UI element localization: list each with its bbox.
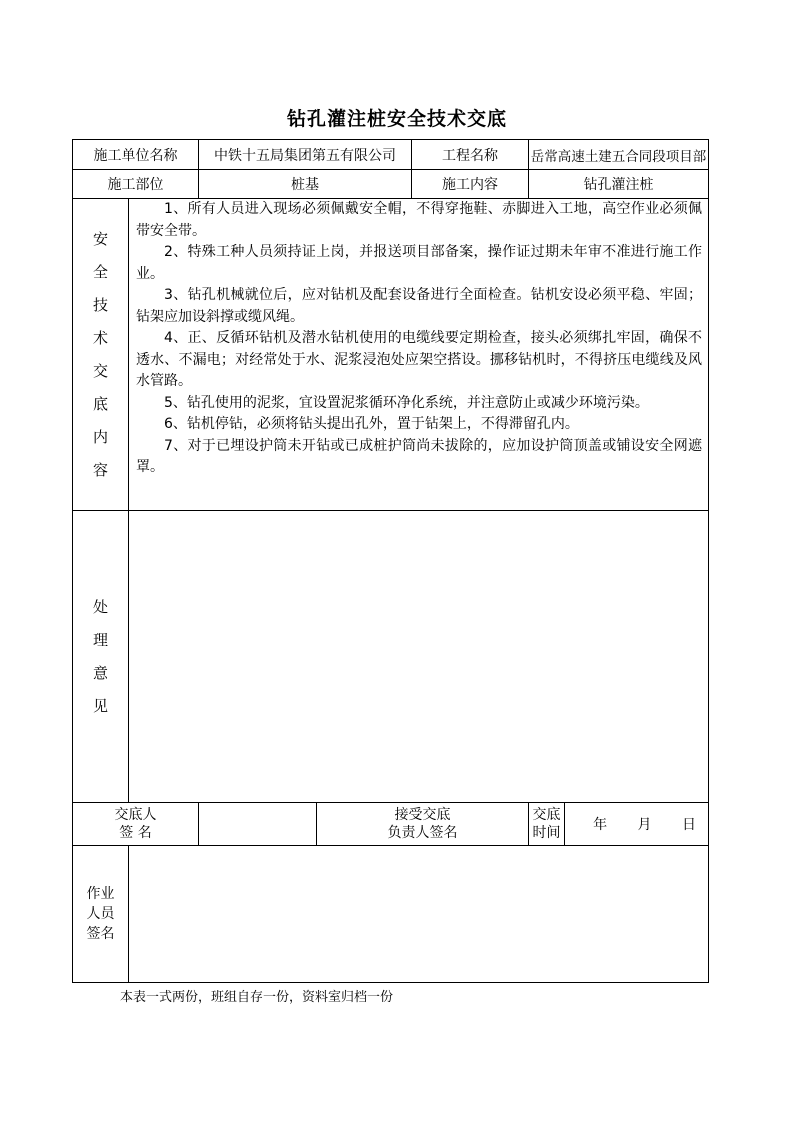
- safety-item: 7、对于已埋设护筒未开钻或已成桩护筒尚未拔除的，应加设护筒顶盖或铺设安全网遮罩。: [136, 437, 702, 475]
- time-label-line: 时间: [532, 825, 561, 841]
- time-label-line: 交底: [532, 807, 561, 823]
- receiver-signature-label: [317, 803, 529, 846]
- project-name-value[interactable]: 岳常高速土建五合同段项目部: [529, 140, 709, 170]
- footer-note: 本表一式两份，班组自存一份，资料室归档一份: [120, 990, 394, 1005]
- project-name-label: 工程名称: [412, 140, 529, 170]
- discloser-label-line: 交底人: [114, 807, 157, 823]
- opinion-label-char: 意: [92, 663, 108, 682]
- construction-content-label: 施工内容: [412, 170, 529, 199]
- discloser-label-line: 签 名: [119, 825, 152, 841]
- worker-label-line: 作业: [86, 886, 115, 902]
- unit-name-label: 施工单位名称: [73, 140, 199, 170]
- unit-name-value[interactable]: 中铁十五局集团第五有限公司: [199, 140, 412, 170]
- worker-signature-area[interactable]: [129, 846, 709, 983]
- construction-part-label: 施工部位: [73, 170, 199, 199]
- safety-item: 1、所有人员进入现场必须佩戴安全帽，不得穿拖鞋、赤脚进入工地，高空作业必须佩带安全带。: [136, 201, 702, 239]
- safety-item: 4、正、反循环钻机及潜水钻机使用的电缆线要定期检查，接头必须绑扎牢固，确保不透水、不漏电；对经常处于水、泥浆浸泡处应架空搭设。挪移钻机时，不得挤压电缆线及风水管路。: [136, 330, 702, 389]
- safety-label-char: 内: [92, 427, 108, 446]
- disclosure-date-field[interactable]: [565, 803, 709, 846]
- safety-label-char: 容: [92, 460, 108, 479]
- safety-label-char: 术: [92, 328, 108, 347]
- receiver-label-line: 负责人签名: [387, 825, 458, 841]
- year-label: 年: [593, 817, 608, 833]
- discloser-signature-field[interactable]: [199, 803, 317, 846]
- construction-content-value[interactable]: 钻孔灌注桩: [529, 170, 709, 199]
- disclosure-form-table: [72, 139, 709, 983]
- day-label: 日: [682, 817, 696, 833]
- safety-label-char: 交: [92, 361, 108, 380]
- safety-label-char: 安: [92, 229, 108, 248]
- opinion-input-area[interactable]: [129, 511, 709, 803]
- worker-signature-label: [73, 846, 129, 983]
- opinion-label-char: 处: [92, 597, 108, 616]
- worker-label-line: 人员: [86, 906, 115, 922]
- safety-item: 3、钻孔机械就位后，应对钻机及配套设备进行全面检查。钻机安设必须平稳、牢固；钻架应加设斜撑或缆风绳。: [136, 287, 702, 325]
- safety-content-label: [73, 199, 129, 511]
- safety-item: 2、特殊工种人员须持证上岗，并报送项目部备案，操作证过期未年审不准进行施工作业。: [136, 244, 702, 282]
- safety-label-char: 底: [92, 394, 108, 413]
- safety-item: 6、钻机停钻，必须将钻头提出孔外，置于钻架上，不得滞留孔内。: [164, 416, 579, 432]
- receiver-label-line: 接受交底: [394, 807, 451, 823]
- month-label: 月: [637, 817, 652, 833]
- opinion-label-char: 理: [92, 630, 108, 649]
- construction-part-value[interactable]: 桩基: [199, 170, 412, 199]
- safety-item: 5、钻孔使用的泥浆，宜设置泥浆循环净化系统，并注意防止或减少环境污染。: [164, 394, 649, 411]
- worker-label-line: 签名: [86, 926, 115, 942]
- opinion-label: [73, 511, 129, 803]
- document-title: 钻孔灌注桩安全技术交底: [286, 108, 507, 130]
- safety-content-body: [129, 199, 709, 511]
- opinion-label-char: 见: [92, 696, 108, 715]
- safety-label-char: 全: [92, 262, 108, 281]
- safety-label-char: 技: [92, 295, 108, 314]
- disclosure-time-label: [529, 803, 565, 846]
- discloser-signature-label: [73, 803, 199, 846]
